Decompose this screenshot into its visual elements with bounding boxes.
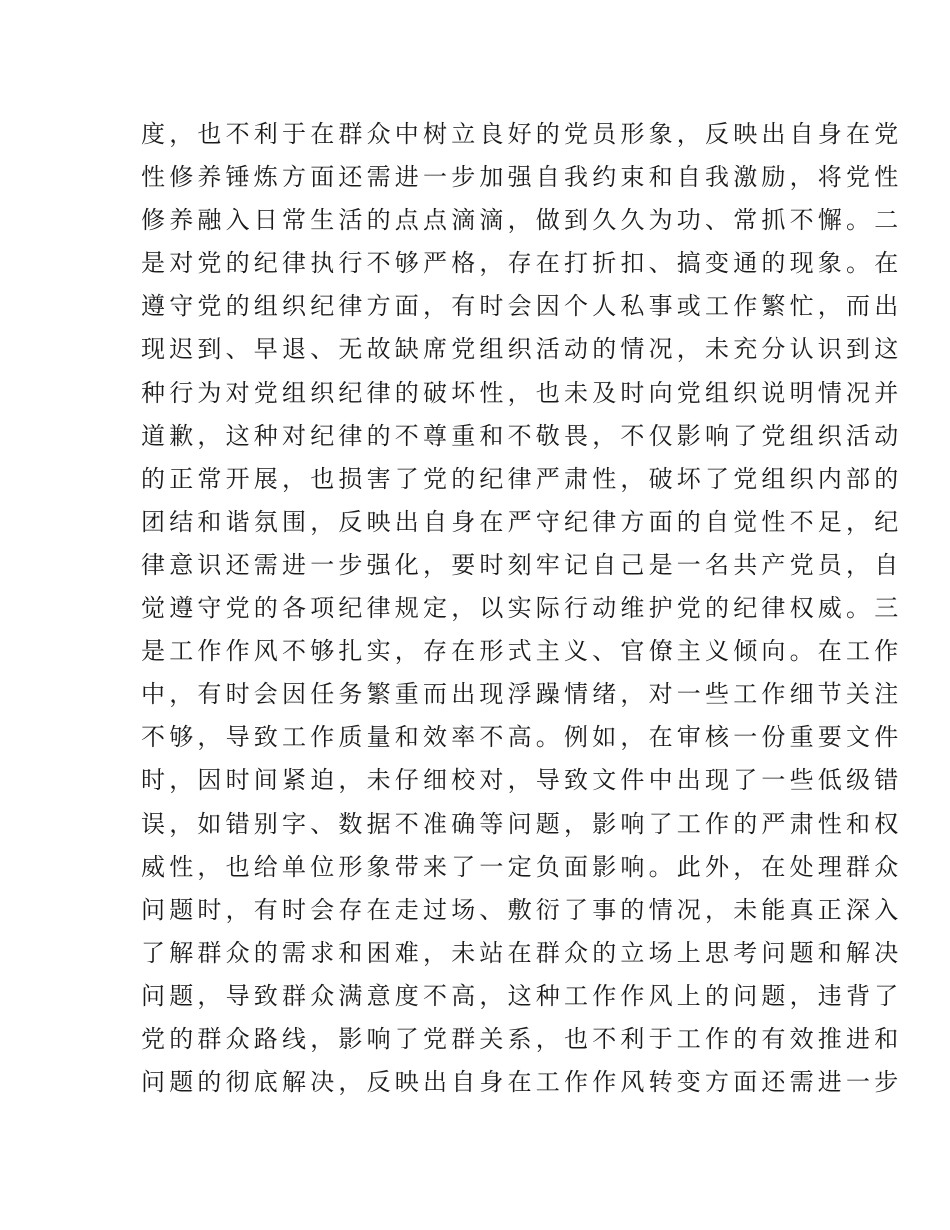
text-line: 觉遵守党的各项纪律规定，以实际行动维护党的纪律权威。三	[141, 594, 903, 623]
text-line: 度，也不利于在群众中树立良好的党员形象，反映出自身在党	[141, 120, 903, 148]
text-line: 团结和谐氛围，反映出自身在严守纪律方面的自觉性不足，纪	[141, 507, 903, 536]
text-line: 的正常开展，也损害了党的纪律严肃性，破坏了党组织内部的	[141, 464, 903, 493]
text-line: 遵守党的组织纪律方面，有时会因个人私事或工作繁忙，而出	[141, 292, 903, 321]
text-line: 修养融入日常生活的点点滴滴，做到久久为功、常抓不懈。二	[141, 206, 903, 235]
text-line: 性修养锤炼方面还需进一步加强自我约束和自我激励，将党性	[141, 163, 903, 192]
text-line: 问题，导致群众满意度不高，这种工作作风上的问题，违背了	[141, 981, 903, 1010]
text-line: 党的群众路线，影响了党群关系，也不利于工作的有效推进和	[141, 1024, 903, 1053]
text-line: 威性，也给单位形象带来了一定负面影响。此外，在处理群众	[141, 852, 903, 881]
text-line: 律意识还需进一步强化，要时刻牢记自己是一名共产党员，自	[141, 550, 903, 579]
text-line: 误，如错别字、数据不准确等问题，影响了工作的严肃性和权	[141, 809, 903, 838]
text-line: 道歉，这种对纪律的不尊重和不敬畏，不仅影响了党组织活动	[141, 421, 903, 450]
text-line: 现迟到、早退、无故缺席党组织活动的情况，未充分认识到这	[141, 335, 903, 364]
text-line: 中，有时会因任务繁重而出现浮躁情绪，对一些工作细节关注	[141, 680, 903, 709]
text-line: 时，因时间紧迫，未仔细校对，导致文件中出现了一些低级错	[141, 766, 903, 795]
text-line: 是工作作风不够扎实，存在形式主义、官僚主义倾向。在工作	[141, 637, 903, 666]
text-line: 问题时，有时会存在走过场、敷衍了事的情况，未能真正深入	[141, 895, 903, 924]
text-line: 不够，导致工作质量和效率不高。例如，在审核一份重要文件	[141, 723, 903, 752]
text-line: 是对党的纪律执行不够严格，存在打折扣、搞变通的现象。在	[141, 249, 903, 278]
body-text	[141, 113, 903, 1104]
text-line: 问题的彻底解决，反映出自身在工作作风转变方面还需进一步	[141, 1068, 903, 1097]
text-line: 了解群众的需求和困难，未站在群众的立场上思考问题和解决	[141, 938, 903, 967]
text-line: 种行为对党组织纪律的破坏性，也未及时向党组织说明情况并	[141, 378, 903, 407]
